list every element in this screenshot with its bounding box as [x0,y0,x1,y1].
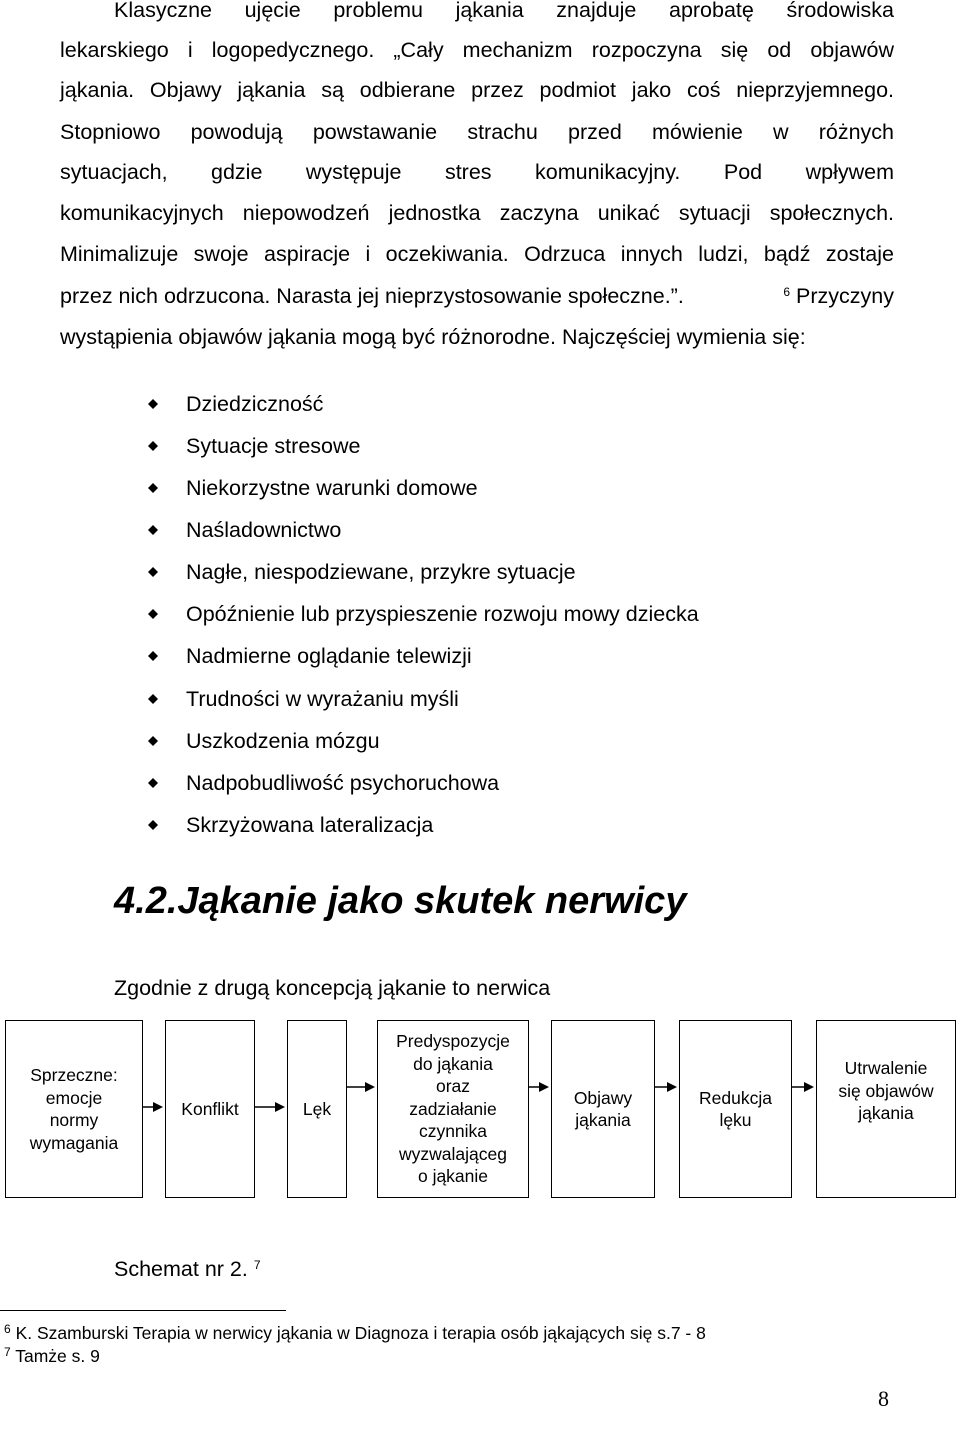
diagram-box-symptoms [551,1020,655,1198]
diamond-bullet-icon [148,778,158,788]
paragraph-line-segment [783,283,894,309]
diamond-bullet-icon [148,399,158,409]
paragraph-line [60,283,894,309]
diamond-bullet-icon [148,525,158,535]
diagram-box-line: wymagania [29,1132,119,1153]
diagram-box-text [838,1057,933,1125]
arrow-right-icon [347,1080,377,1094]
diagram-box-line: lęku [719,1110,752,1130]
diagram-box-text [699,1087,772,1132]
diagram-box-line: emocje [45,1087,103,1108]
diagram-box-line: zadziałanie [409,1098,497,1119]
arrow-right-icon [792,1080,816,1094]
list-item-label: Skrzyżowana lateralizacja [186,813,434,837]
diagram-box-line: Lęk [302,1098,332,1119]
diamond-bullet-icon [148,694,158,704]
paragraph-line: sytuacjach, gdzie występuje stres komunikacyjny. Pod wpływem [60,160,894,184]
arrow-right-icon [143,1100,165,1114]
list-item-label: Naśladownictwo [186,518,342,542]
section-heading: 4.2.Jąkanie jako skutek nerwicy [114,880,687,922]
diagram-box-line: się objawów [838,1080,934,1101]
list-item-label: Nadpobudliwość psychoruchowa [186,771,500,795]
diagram-box-text [303,1098,331,1121]
paragraph-line-segment: Przyczyny [796,284,894,308]
diagram-box-line: Sprzeczne: [30,1065,118,1085]
diagram-box-line: Konflikt [181,1098,239,1119]
page-number: 8 [878,1386,889,1411]
list-item-label: Nagłe, niespodziewane, przykre sytuacje [186,560,576,584]
diagram-box-anxiety [287,1020,347,1198]
list-item-label: Uszkodzenia mózgu [186,729,380,753]
diagram-box-anxiety-reduction [679,1020,792,1198]
diagram-box-line: czynnika [418,1121,488,1142]
arrow-right-icon [255,1100,287,1114]
paragraph-line-segment: przez nich odrzucona. Narasta jej nieprzystosowanie społeczne.”. [60,284,684,308]
diamond-bullet-icon [148,651,158,661]
diamond-bullet-icon [148,567,158,577]
footnote-separator [0,1310,286,1311]
diagram-box-predispositions [377,1020,529,1198]
diamond-bullet-icon [148,483,158,493]
list-item-label: Niekorzystne warunki domowe [186,476,478,500]
paragraph-line: jąkania. Objawy jąkania są odbierane przez podmiot jako coś nieprzyjemnego. [60,78,894,102]
diagram-box-line: wyzwalająceg [399,1143,507,1164]
diagram-box-text [396,1030,510,1188]
intro-text: Zgodnie z drugą koncepcją jąkanie to nerwica [114,976,551,1000]
footnote-number: 7 [4,1345,11,1359]
diagram-box-line: Objawy [573,1087,633,1108]
list-item-label: Sytuacje stresowe [186,434,361,458]
footnote [4,1345,100,1367]
arrow-right-icon [655,1080,679,1094]
diagram-box-line: jąkania [858,1103,914,1123]
footnote [4,1322,706,1344]
list-item-label: Dziedziczność [186,392,324,416]
paragraph-line: Minimalizuje swoje aspiracje i oczekiwania. Odrzuca innych ludzi, bądź zostaje [60,242,894,266]
paragraph-line: lekarskiego i logopedycznego. „Cały mechanizm rozpoczyna się od objawów [60,38,894,62]
diagram-box-line: oraz [435,1076,471,1097]
footnote-number: 6 [4,1322,11,1336]
paragraph-line: komunikacyjnych niepowodzeń jednostka zaczyna unikać sytuacji społecznych. [60,201,894,225]
diagram-box-line: do jąkania [413,1053,493,1074]
diagram-box-text [30,1064,119,1154]
diagram-box-line: jąkania [575,1110,631,1130]
diagram-box-line: o jąkanie [417,1166,489,1187]
diamond-bullet-icon [148,820,158,830]
diagram-box-conflicting-demands [5,1020,143,1198]
list-item-label: Trudności w wyrażaniu myśli [186,687,459,711]
footnote-text: K. Szamburski Terapia w nerwicy jąkania w Diagnoza i terapia osób jąkających się s.7 - 8 [15,1323,706,1343]
diagram-box-line: Predyspozycje [396,1031,510,1052]
paragraph-line: wystąpienia objawów jąkania mogą być różnorodne. Najczęściej wymienia się: [60,325,806,349]
footnote-text: Tamże s. 9 [15,1346,100,1366]
list-item-label: Opóźnienie lub przyspieszenie rozwoju mowy dziecka [186,602,699,626]
diagram-box-text [574,1087,632,1132]
list-item-label: Nadmierne oglądanie telewizji [186,644,472,668]
diamond-bullet-icon [148,736,158,746]
footnote-ref[interactable]: 6 [783,285,791,299]
diagram-box-line: Utrwalenie [844,1058,928,1078]
arrow-right-icon [529,1080,551,1094]
diagram-box-line: normy [49,1110,99,1130]
diagram-box-consolidation [816,1020,956,1198]
footnote-ref[interactable]: 7 [253,1258,261,1272]
paragraph-line: Klasyczne ujęcie problemu jąkania znajduje aprobatę środowiska [114,0,894,22]
diagram-box-line: Redukcja [699,1087,772,1108]
diagram-caption [114,1256,261,1282]
diamond-bullet-icon [148,441,158,451]
diagram-box-text [181,1098,238,1121]
diagram-box-conflict [165,1020,255,1198]
paragraph-line: Stopniowo powodują powstawanie strachu przed mówienie w różnych [60,120,894,144]
diamond-bullet-icon [148,609,158,619]
caption-text: Schemat nr 2. [114,1257,248,1281]
